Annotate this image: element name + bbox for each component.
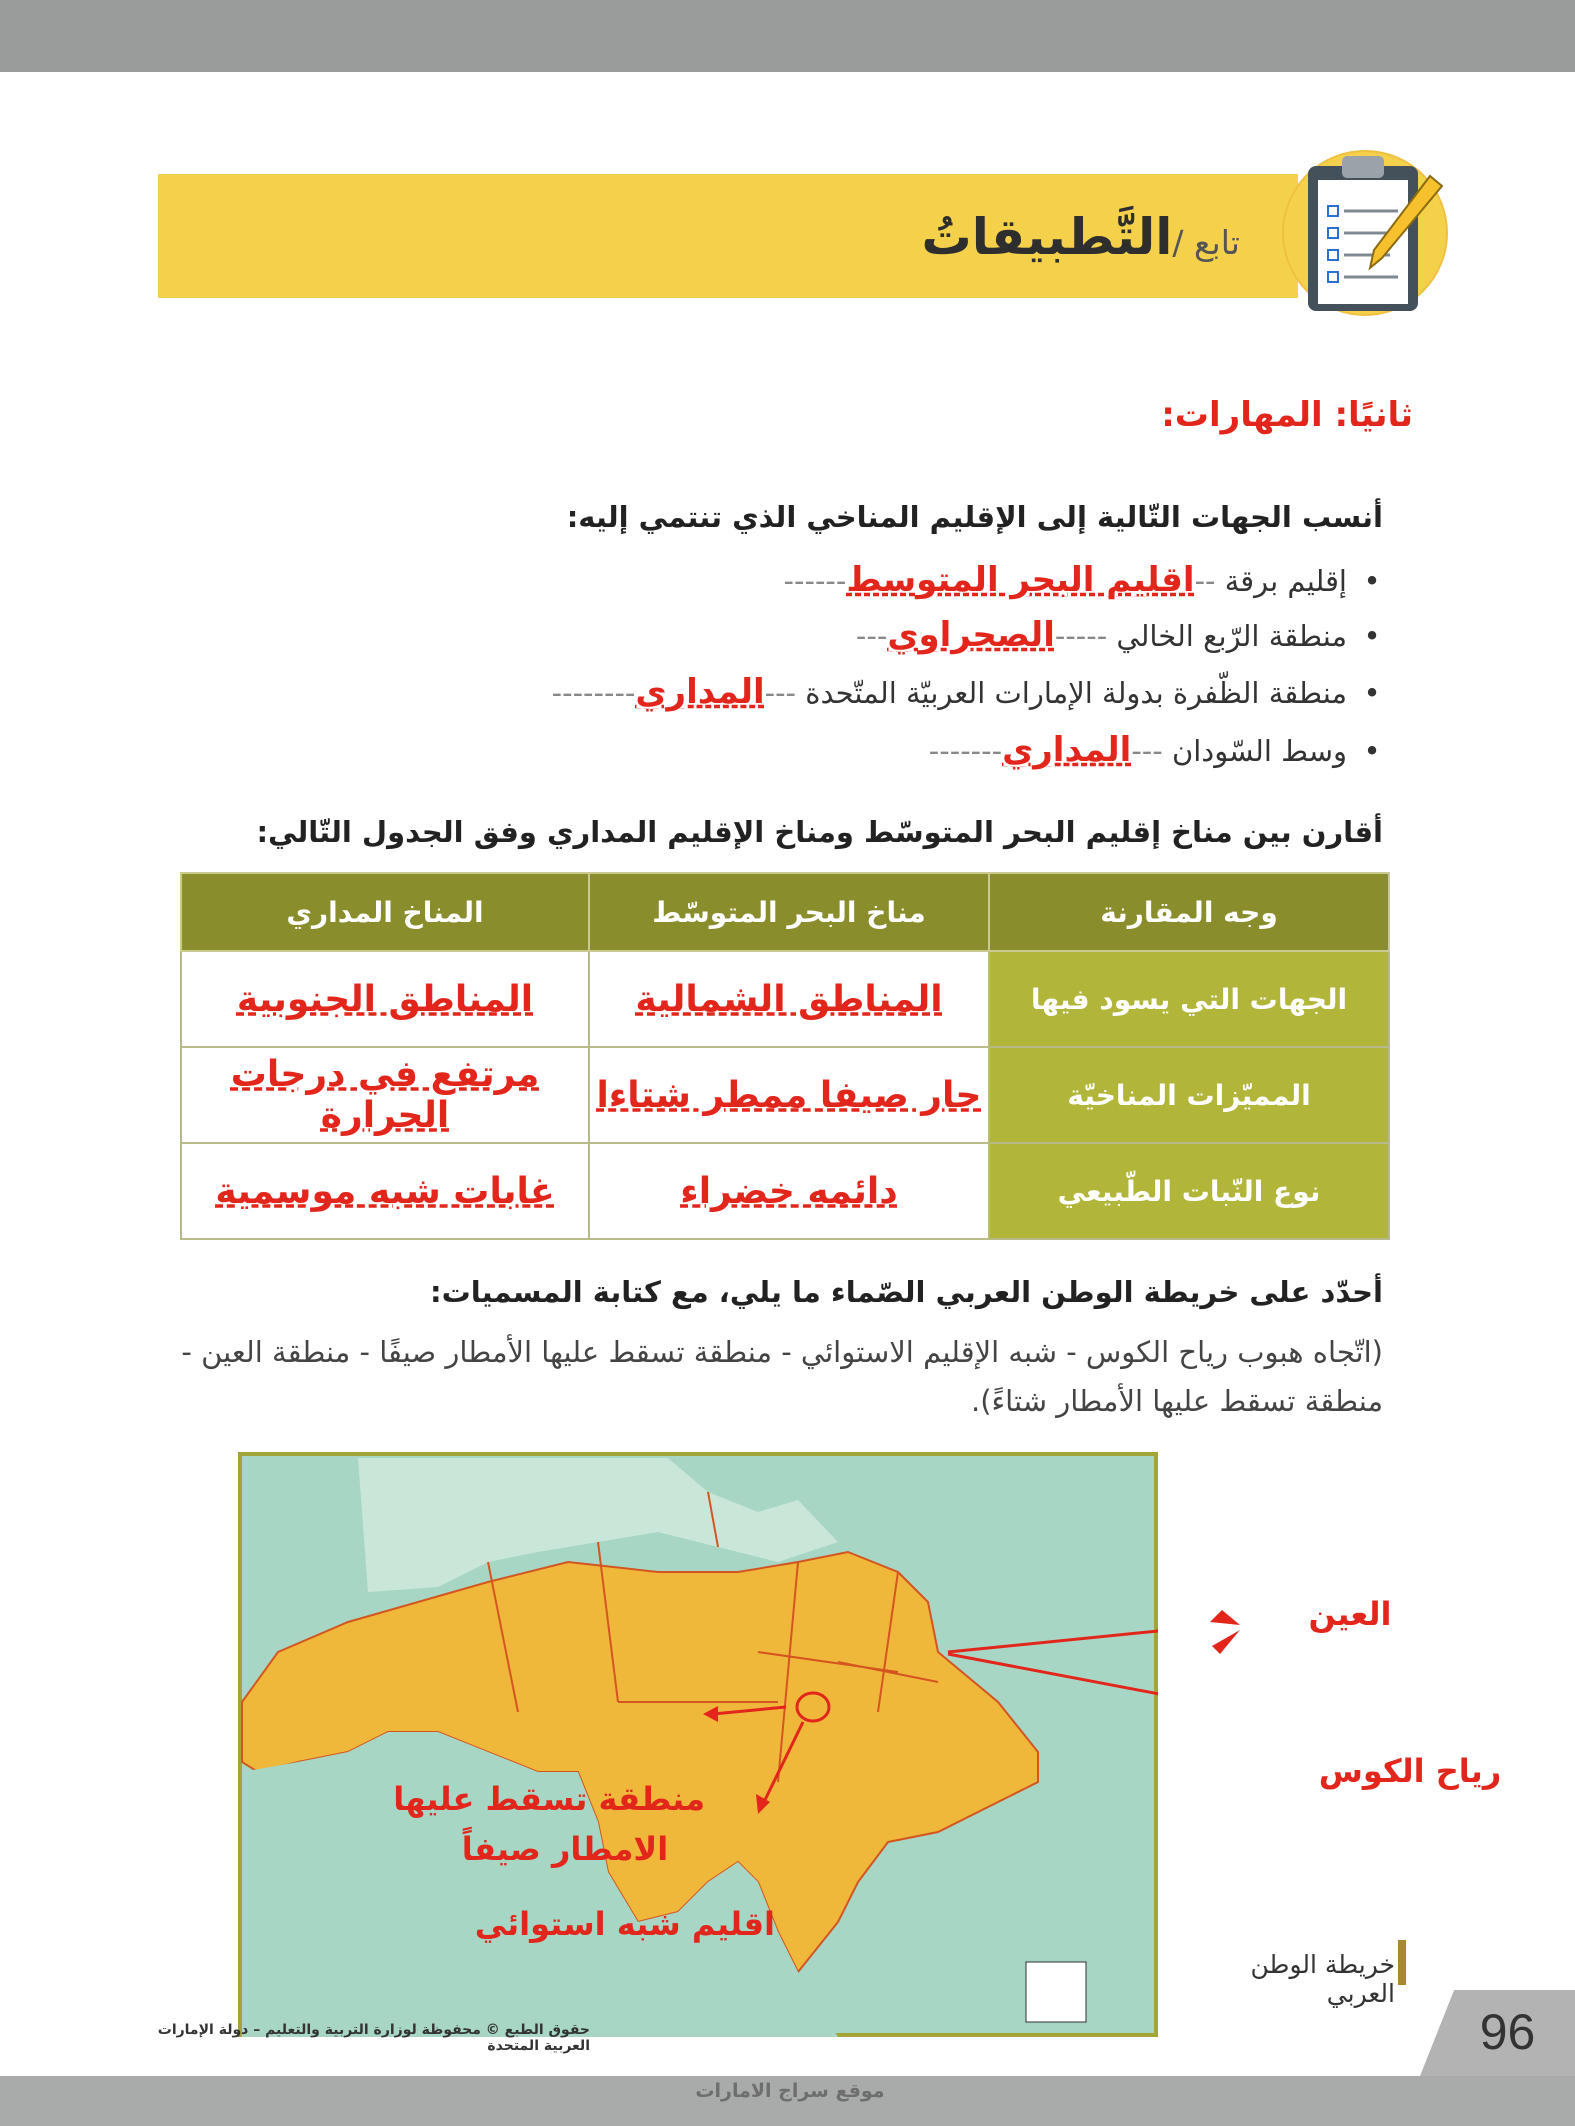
item-label: وسط السّودان <box>1171 734 1347 768</box>
site-name: موقع سراج الامارات <box>695 2080 885 2102</box>
item-label: منطقة الظّفرة بدولة الإمارات العربيّة المتّحدة <box>805 676 1347 710</box>
title-prefix: تابع / <box>1172 223 1240 262</box>
cell-answer: دائمه خضراء <box>680 1170 898 1212</box>
item-answer: المداري <box>1002 730 1132 770</box>
row-header: الجهات التي يسود فيها <box>989 951 1389 1047</box>
cell-answer: المناطق الشمالية <box>635 978 943 1020</box>
table-row <box>181 951 1389 1047</box>
list-item: •وسط السّودان ---المداري------- <box>928 730 1381 770</box>
label-equatorial: اقليم شبه استوائي <box>474 1905 775 1943</box>
label-summer-rain-line1: منطقة تسقط عليها <box>393 1780 705 1818</box>
table-cell <box>181 1047 589 1143</box>
page-title <box>880 208 1240 266</box>
list-item: •منطقة الظّفرة بدولة الإمارات العربيّة المتّحدة ---المداري-------- <box>551 672 1381 712</box>
label-summer-rain-line2: الامطار صيفاً <box>461 1830 669 1868</box>
page-number: 96 <box>1479 2004 1536 2060</box>
copyright-text: حقوق الطبع © محفوظة لوزارة التربية والتعليم – دولة الإمارات العربية المتحدة <box>157 2022 590 2054</box>
caption-accent <box>1398 1940 1406 1985</box>
item-answer: المداري <box>635 672 765 712</box>
question-3-body: (اتّجاه هبوب رياح الكوس - شبه الإقليم الاستوائي - منطقة تسقط عليها الأمطار صيفًا - منطقة العين - منطقة تسقط عليها الأمطار شتاءً). <box>181 1335 1383 1418</box>
table-cell <box>589 951 989 1047</box>
table-cell <box>181 1143 589 1239</box>
column-header: وجه المقارنة <box>989 873 1389 951</box>
title-main: التَّطبيقاتُ <box>921 208 1173 266</box>
clipboard-icon <box>1270 128 1460 328</box>
cell-answer: مرتفع في درجات الحرارة <box>230 1054 540 1136</box>
label-kaus-winds: رياح الكوس <box>1318 1752 1502 1790</box>
cell-answer: غابات شبه موسمية <box>215 1170 555 1212</box>
item-answer: الصحراوي <box>887 615 1055 655</box>
section-heading: ثانيًا: المهارات: <box>1161 395 1413 435</box>
top-bar <box>0 0 1575 72</box>
list-item: •منطقة الرّبع الخالي -----الصحراوي--- <box>855 615 1381 655</box>
map-inset <box>1026 1962 1086 2022</box>
comparison-table <box>180 872 1390 1240</box>
column-header: مناخ البحر المتوسّط <box>589 873 989 951</box>
question-1-prompt: أنسب الجهات التّالية إلى الإقليم المناخي الذي تنتمي إليه: <box>566 500 1383 534</box>
row-header: نوع النّبات الطّبيعي <box>989 1143 1389 1239</box>
list-item: •إقليم برقة --اقليم البحر المتوسط------ <box>783 560 1381 600</box>
table-row <box>181 1047 1389 1143</box>
question-2-prompt: أقارن بين مناخ إقليم البحر المتوسّط ومناخ الإقليم المداري وفق الجدول التّالي: <box>256 815 1383 849</box>
question-3-prompt: أحدّد على خريطة الوطن العربي الصّماء ما يلي، مع كتابة المسميات: <box>430 1275 1383 1309</box>
table-cell <box>589 1047 989 1143</box>
column-header: المناخ المداري <box>181 873 589 951</box>
row-header: المميّزات المناخيّة <box>989 1047 1389 1143</box>
table-row <box>181 1143 1389 1239</box>
table-cell <box>589 1143 989 1239</box>
table-cell <box>181 951 589 1047</box>
label-alain: العين <box>1308 1595 1392 1633</box>
item-answer: اقليم البحر المتوسط <box>846 560 1195 600</box>
table-header-row <box>181 873 1389 951</box>
cell-answer: حار صيفا ممطر شتاءا <box>596 1074 982 1116</box>
map-caption: خريطة الوطن العربي <box>1250 1950 1395 2008</box>
cell-answer: المناطق الجنوبية <box>236 978 534 1020</box>
item-label: منطقة الرّبع الخالي <box>1116 619 1347 653</box>
arrow-icon <box>1210 1600 1250 1660</box>
arab-world-map <box>238 1452 1158 2037</box>
item-label: إقليم برقة <box>1224 564 1347 598</box>
